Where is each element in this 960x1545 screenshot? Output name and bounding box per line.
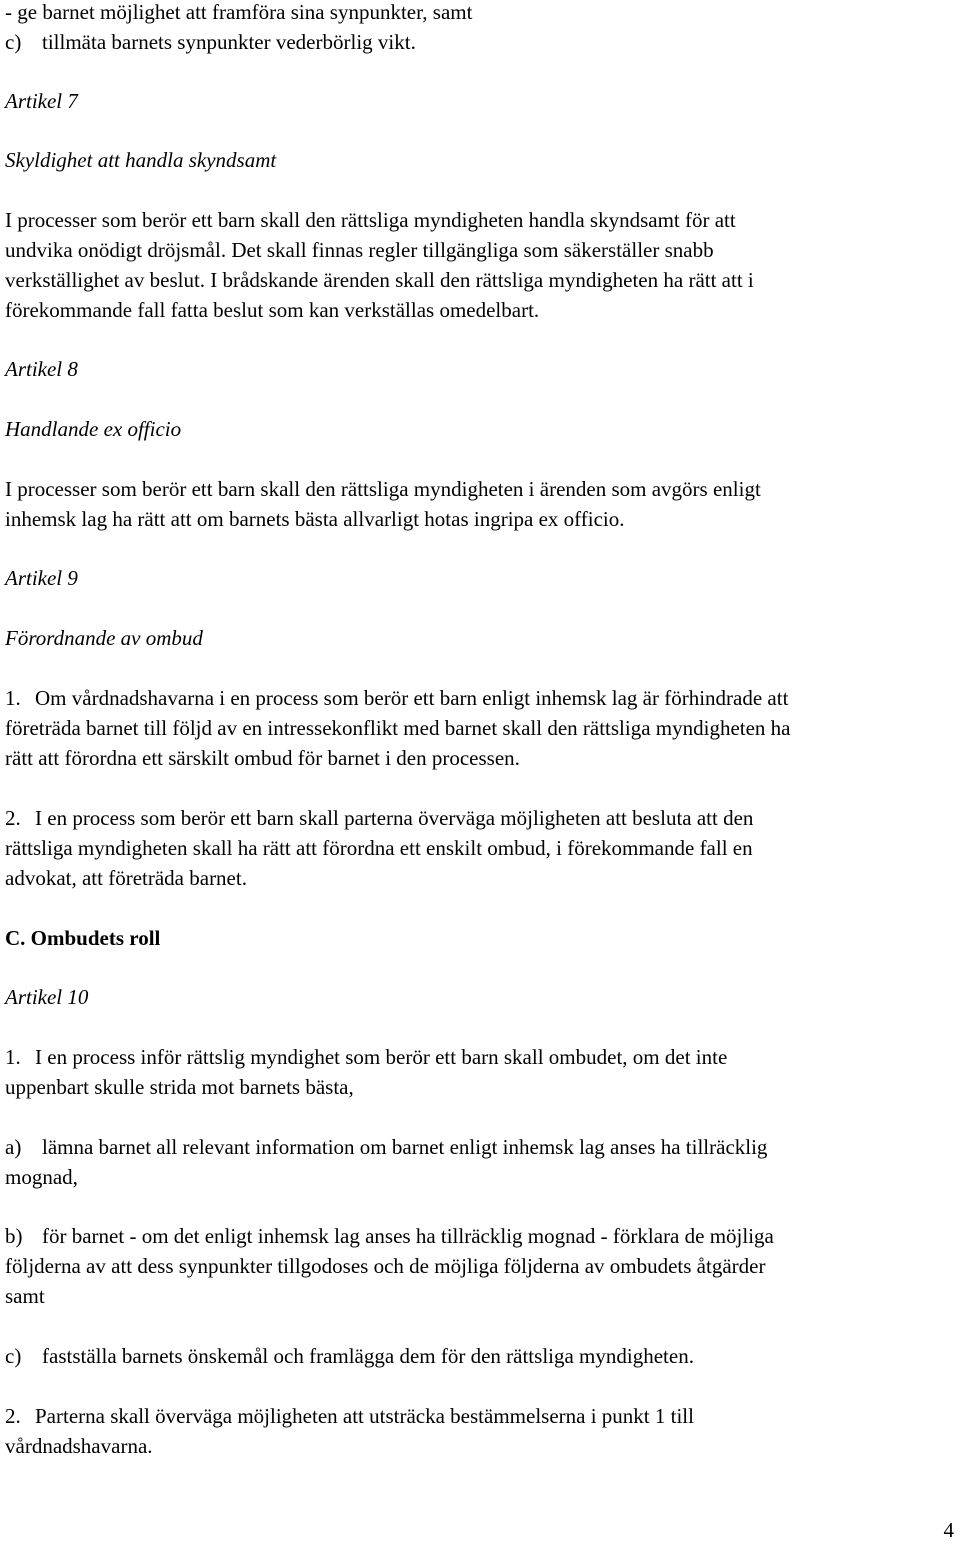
article-10-item-b-line — [5, 1221, 774, 1251]
paragraph-number: 1. — [5, 686, 21, 710]
article-9-paragraph-2-line: rättsliga myndigheten skall ha rätt att förordna ett enskilt ombud, i förekommande fall en — [5, 836, 753, 860]
article-10-item-a-line: mognad, — [5, 1165, 78, 1189]
paragraph-text: Parterna skall överväga möjligheten att utsträcka bestämmelserna i punkt 1 till — [35, 1404, 694, 1428]
list-item-c — [5, 27, 416, 57]
article-8-subheading: Handlande ex officio — [5, 417, 182, 441]
list-item-text: lämna barnet all relevant information om barnet enligt inhemsk lag anses ha tillräcklig — [42, 1135, 768, 1159]
paragraph-number: 1. — [5, 1045, 21, 1069]
paragraph-number: 2. — [5, 806, 21, 830]
article-10-heading: Artikel 10 — [5, 985, 89, 1009]
article-10-item-c-line — [5, 1341, 694, 1371]
article-10-item-b-line: följderna av att dess synpunkter tillgodoses och de möjliga följderna av ombudets åtgärder — [5, 1254, 766, 1278]
article-8-heading: Artikel 8 — [5, 357, 78, 381]
list-item-dash — [5, 0, 472, 27]
section-c-heading: C. Ombudets roll — [5, 926, 161, 950]
paragraph-text: I en process som berör ett barn skall parterna överväga möjligheten att besluta att den — [35, 806, 754, 830]
article-9-paragraph-2-line — [5, 803, 753, 833]
article-9-heading: Artikel 9 — [5, 566, 78, 590]
article-7-text-line: verkställighet av beslut. I brådskande ärenden skall den rättsliga myndigheten ha rätt att i — [5, 268, 754, 292]
article-7-text-line: förekommande fall fatta beslut som kan verkställas omedelbart. — [5, 298, 540, 322]
list-item-label: b) — [5, 1224, 23, 1248]
article-10-item-a-line — [5, 1132, 767, 1162]
list-item-label: c) — [5, 30, 22, 54]
article-10-item-b-line: samt — [5, 1284, 45, 1308]
article-10-paragraph-2-line — [5, 1401, 694, 1431]
list-item-label: a) — [5, 1135, 22, 1159]
article-10-paragraph-1-line — [5, 1042, 727, 1072]
article-9-paragraph-2-line: advokat, att företräda barnet. — [5, 866, 247, 890]
article-7-heading: Artikel 7 — [5, 89, 78, 113]
page-number: 4 — [943, 1518, 954, 1542]
list-item-text: - ge barnet möjlighet att framföra sina synpunkter, samt — [5, 0, 473, 24]
article-7-text-line: I processer som berör ett barn skall den rättsliga myndigheten handla skyndsamt för att — [5, 208, 736, 232]
article-9-paragraph-1-line: företräda barnet till följd av en intressekonflikt med barnet skall den rättsliga myndigheten ha — [5, 716, 791, 740]
article-9-paragraph-1-line: rätt att förordna ett särskilt ombud för barnet i den processen. — [5, 746, 520, 770]
list-item-text: fastställa barnets önskemål och framlägga dem för den rättsliga myndigheten. — [42, 1344, 694, 1368]
paragraph-number: 2. — [5, 1404, 21, 1428]
list-item-label: c) — [5, 1344, 22, 1368]
paragraph-text: I en process inför rättslig myndighet som berör ett barn skall ombudet, om det inte — [35, 1045, 728, 1069]
article-9-subheading: Förordnande av ombud — [5, 626, 203, 650]
list-item-text: tillmäta barnets synpunkter vederbörlig vikt. — [42, 30, 416, 54]
article-7-subheading: Skyldighet att handla skyndsamt — [5, 148, 277, 172]
list-item-text: för barnet - om det enligt inhemsk lag anses ha tillräcklig mognad - förklara de möjliga — [42, 1224, 774, 1248]
article-10-paragraph-1-line: uppenbart skulle strida mot barnets bästa, — [5, 1075, 354, 1099]
article-9-paragraph-1-line — [5, 683, 788, 713]
paragraph-text: Om vårdnadshavarna i en process som berör ett barn enligt inhemsk lag är förhindrade att — [35, 686, 789, 710]
article-7-text-line: undvika onödigt dröjsmål. Det skall finnas regler tillgängliga som säkerställer snabb — [5, 238, 714, 262]
article-8-text-line: I processer som berör ett barn skall den rättsliga myndigheten i ärenden som avgörs enligt — [5, 477, 761, 501]
article-8-text-line: inhemsk lag ha rätt att om barnets bästa allvarligt hotas ingripa ex officio. — [5, 507, 625, 531]
article-10-paragraph-2-line: vårdnadshavarna. — [5, 1434, 153, 1458]
